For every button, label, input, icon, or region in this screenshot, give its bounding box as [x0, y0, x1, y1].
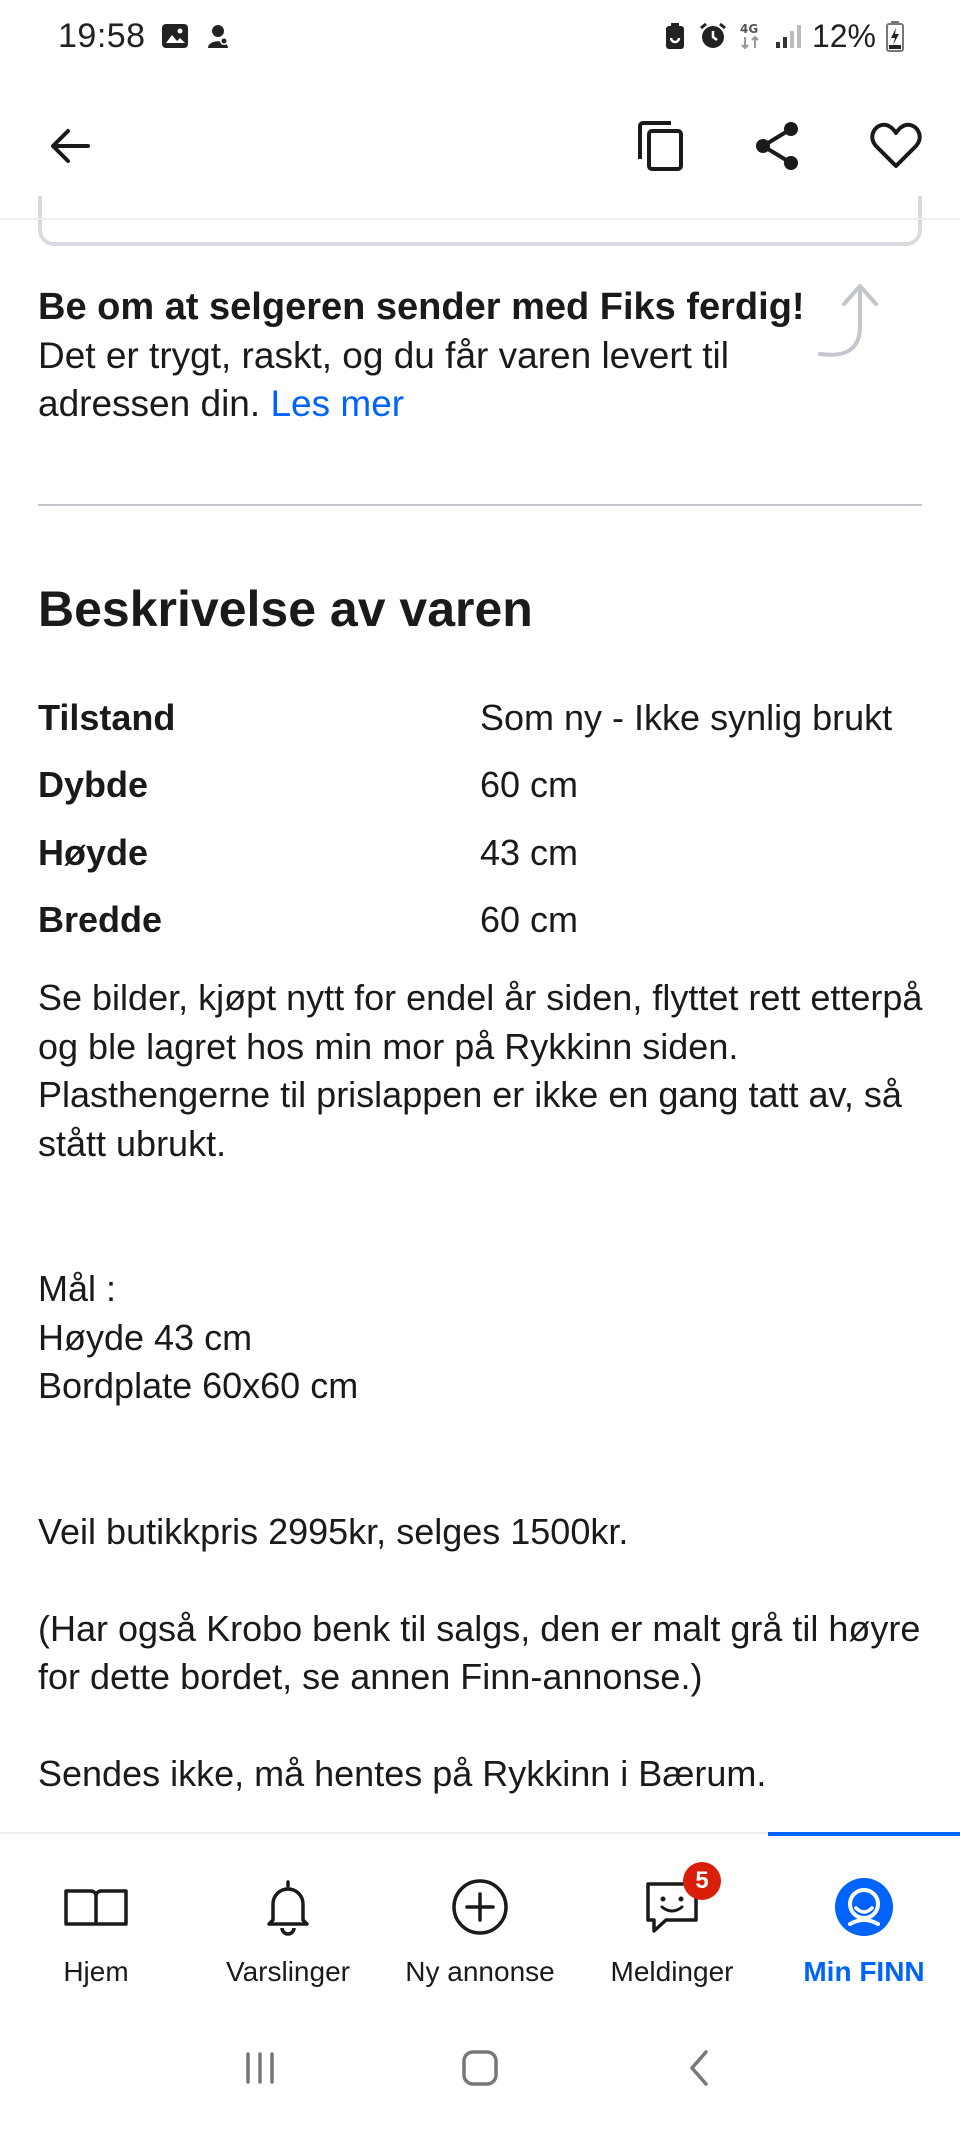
spec-table: [38, 684, 938, 954]
nav-item-meldinger[interactable]: [576, 1834, 768, 2008]
measurements-height: Høyde 43 cm: [38, 1316, 253, 1358]
arrow-left-icon: [48, 126, 92, 166]
bell-icon: [253, 1872, 323, 1942]
spec-row-dybde: [38, 752, 938, 820]
signal-icon: [774, 22, 802, 50]
battery-saver-icon: [662, 21, 688, 51]
heart-icon: [869, 121, 923, 171]
spec-value: Som ny - Ikke synlig brukt: [480, 696, 893, 738]
system-navigation-bar: [0, 2008, 960, 2133]
chat-icon: [637, 1867, 709, 1942]
description-paragraph: Se bilder, kjøpt nytt for endel år siden, flyttet rett etterpå og ble lagret hos min mor på Rykkinn siden. Plasthengerne til prislappen er ikke en gang tatt av, så stått ubrukt.: [38, 977, 923, 1164]
spec-value: 43 cm: [480, 831, 579, 873]
system-back-button[interactable]: [680, 2048, 720, 2093]
share-button[interactable]: [746, 114, 810, 178]
gallery-notification-icon: [160, 22, 190, 50]
spec-value: 60 cm: [480, 764, 579, 806]
spec-value: 60 cm: [480, 899, 579, 941]
battery-charging-icon: [886, 20, 904, 52]
status-right: [662, 18, 904, 55]
home-button[interactable]: [460, 2048, 500, 2093]
nav-label: Hjem: [63, 1956, 129, 1987]
app-bar-actions: [628, 114, 928, 178]
fiks-ferdig-text: [38, 332, 798, 428]
spec-key: Tilstand: [38, 696, 176, 738]
favorite-button[interactable]: [864, 114, 928, 178]
read-more-link[interactable]: Les mer: [270, 383, 405, 424]
top-app-bar: [0, 96, 960, 196]
nav-item-varslinger[interactable]: [192, 1834, 384, 2008]
chevron-left-icon: [680, 2048, 720, 2088]
measurements-tabletop: Bordplate 60x60 cm: [38, 1365, 359, 1406]
nav-item-hjem[interactable]: [0, 1834, 192, 2008]
nav-label: Min FINN: [803, 1956, 925, 1987]
nav-label: Meldinger: [610, 1956, 734, 1987]
fiks-ferdig-title: Be om at selgeren sender med Fiks ferdig!: [38, 286, 805, 328]
nav-item-min-finn[interactable]: [768, 1834, 960, 2008]
measurements-label: Mål :: [38, 1268, 117, 1309]
copy-button[interactable]: [628, 114, 692, 178]
recent-apps-button[interactable]: [240, 2048, 280, 2093]
fiks-ferdig-section: [38, 282, 898, 428]
home-icon: [460, 2048, 500, 2088]
svg-text:4G: 4G: [739, 22, 759, 36]
spec-row-tilstand: [38, 684, 938, 752]
copy-icon: [635, 119, 685, 173]
nav-label: Ny annonse: [405, 1956, 555, 1987]
share-icon: [753, 119, 803, 173]
app-notification-icon: [204, 21, 232, 51]
section-divider: [38, 504, 922, 506]
shipping-arrow-icon: [816, 280, 890, 362]
app-bar-divider: [0, 218, 960, 220]
spec-key: Høyde: [38, 831, 149, 873]
nav-label: Varslinger: [226, 1956, 350, 1987]
pickup-paragraph: Sendes ikke, må hentes på Rykkinn i Bærum.: [38, 1753, 767, 1794]
status-left: [58, 17, 232, 56]
spec-row-bredde: [38, 887, 938, 955]
alarm-icon: [698, 21, 728, 51]
status-bar: [0, 0, 960, 72]
nav-item-ny-annonse[interactable]: [384, 1834, 576, 2008]
unread-badge: 5: [683, 1862, 721, 1900]
card-border: [38, 196, 922, 246]
other-listing-paragraph: (Har også Krobo benk til salgs, den er malt grå til høyre for dette bordet, se annen Finn-annonse.): [38, 1607, 921, 1697]
battery-percentage: 12%: [811, 17, 876, 54]
back-button[interactable]: [38, 114, 102, 178]
fiks-ferdig-description: Det er trygt, raskt, og du får varen levert til adressen din.: [38, 335, 729, 424]
book-icon: [61, 1872, 131, 1942]
status-time: 19:58: [58, 16, 146, 55]
plus-circle-icon: [445, 1872, 515, 1942]
spec-key: Bredde: [38, 899, 163, 941]
spec-key: Dybde: [38, 764, 149, 806]
description-body: [38, 974, 928, 1799]
profile-icon: [829, 1872, 899, 1942]
bottom-navigation: [0, 1832, 960, 2008]
spec-row-hoyde: [38, 819, 938, 887]
description-heading: Beskrivelse av varen: [38, 581, 533, 637]
network-4g-icon: [738, 21, 764, 51]
recent-apps-icon: [240, 2048, 280, 2088]
price-paragraph: Veil butikkpris 2995kr, selges 1500kr.: [38, 1510, 629, 1552]
